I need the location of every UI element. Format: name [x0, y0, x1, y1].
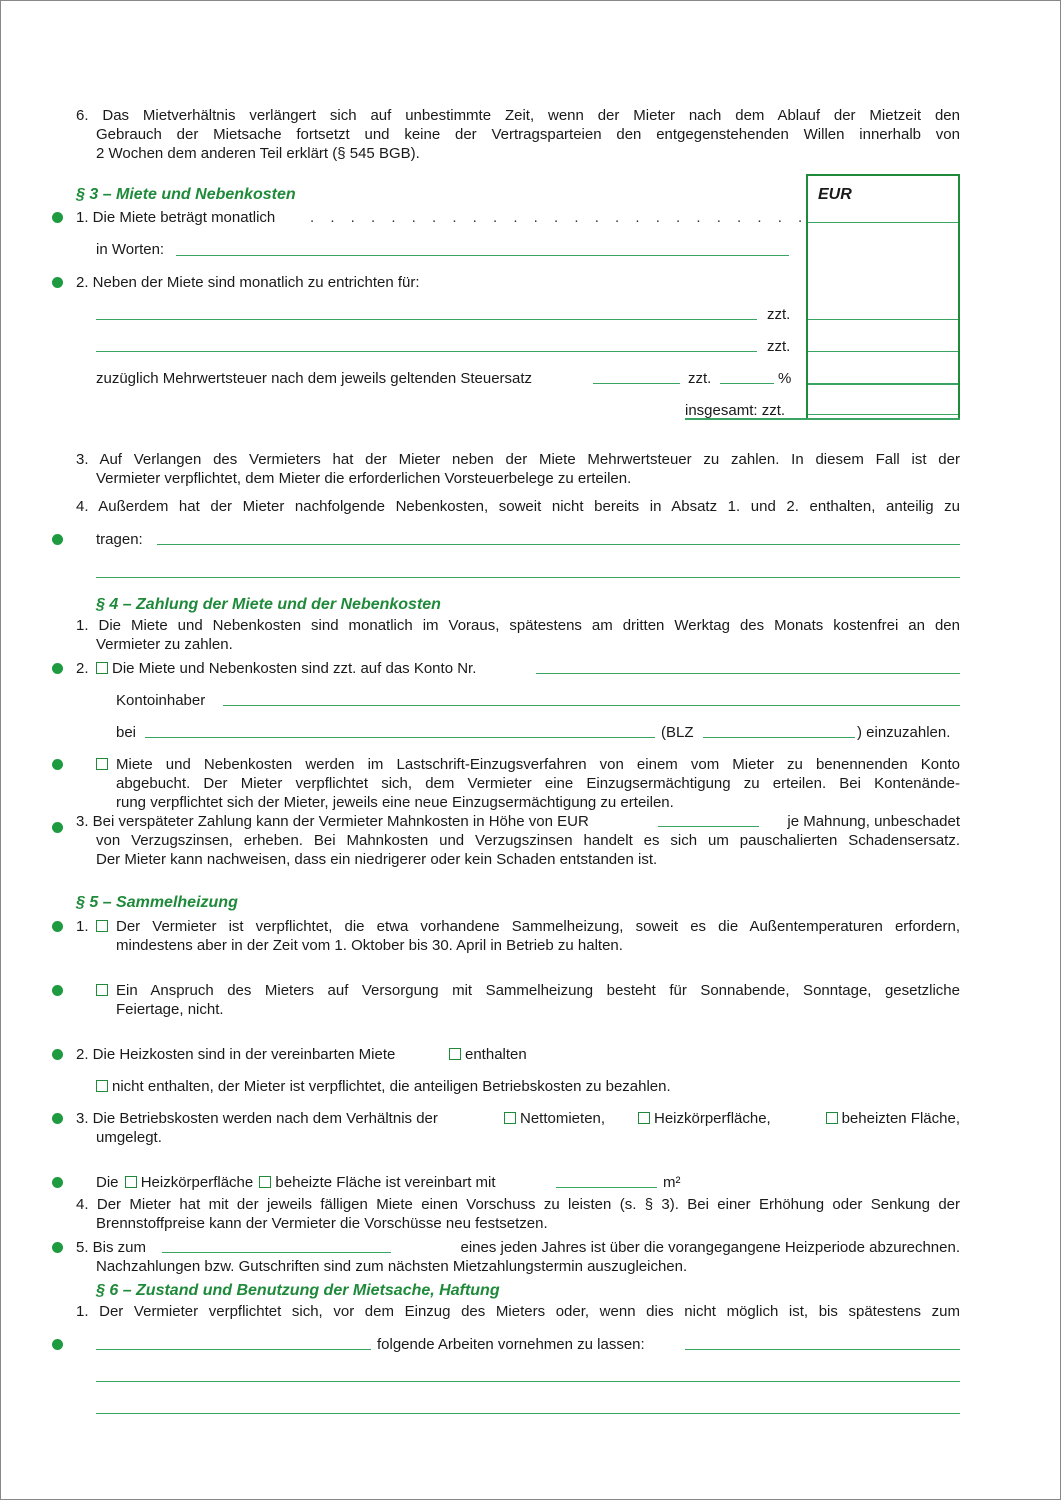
bullet-marker [52, 1339, 63, 1350]
s4-p2-option-account [96, 659, 476, 678]
zzt-label2: zzt. [767, 338, 791, 355]
bullet-marker [52, 1177, 63, 1188]
total-underline [685, 418, 960, 420]
box-row-cost1[interactable] [808, 319, 958, 320]
s5-p5-end: eines jeden Jahres ist über die vorangegangene Heizperiode abzurechnen. [460, 1239, 960, 1256]
s5-p1b-line2: Feiertage, nicht. [116, 1001, 224, 1018]
bullet-marker [52, 534, 63, 545]
s4-p1-line2: Vermieter zu zahlen. [96, 636, 233, 653]
heated-area-option [806, 1109, 960, 1128]
bullet-marker [52, 663, 63, 674]
direct-debit-line1: Miete und Nebenkosten werden im Lastschrift-Einzugsverfahren von einem vom Mieter zu benennenden Konto [116, 756, 960, 773]
account-holder-field[interactable] [223, 705, 960, 706]
bank-name-field[interactable] [145, 737, 655, 738]
s4-p2-text: Die Miete und Nebenkosten sind zzt. auf das Konto Nr. [112, 660, 477, 677]
direct-debit-line2: abgebucht. Der Mieter verpflichtet sich, dem Vermieter eine Einzugsermächtigung zu erteilen. Bei Kontenände- [116, 775, 960, 792]
direct-debit-line3: rung verpflichtet sich der Mieter, jeweils eine neue Einzugsermächtigung zu erteilen. [116, 794, 674, 811]
s3-p3-line2: Vermieter verpflichtet, dem Mieter die erforderlichen Vorsteuerbelege zu erteilen. [96, 470, 632, 487]
s5-p1-line2: mindestens aber in der Zeit vom 1. Oktober bis 30. April in Betrieb zu halten. [116, 937, 623, 954]
heating-included-checkbox[interactable] [449, 1048, 461, 1060]
heating-included-label: enthalten [465, 1046, 527, 1063]
area-agreement-line [96, 1173, 496, 1192]
zzt-label1: zzt. [767, 306, 791, 323]
section-3-heading: § 3 – Miete und Nebenkosten [76, 186, 296, 203]
s4-p1-line1: 1. Die Miete und Nebenkosten sind monatlich im Voraus, spätestens am dritten Werktag des Monats kostenfrei an den [76, 617, 960, 634]
s6-p1: 1. Der Vermieter verpflichtet sich, vor dem Einzug des Mieters oder, wenn dies nicht möglich ist, bis spätestens zum [76, 1303, 960, 1320]
radiator-area-option [638, 1109, 771, 1128]
die-label: Die [96, 1174, 119, 1191]
section-4-heading: § 4 – Zahlung der Miete und der Nebenkosten [96, 596, 441, 613]
bullet-marker [52, 1049, 63, 1060]
extra-costs-field1[interactable] [157, 544, 960, 545]
s5-p1-line1: Der Vermieter ist verpflichtet, die etwa vorhandene Sammelheizung, soweit es die Außentemperaturen erfordern, [116, 918, 960, 935]
s5-p5-start: 5. Bis zum [76, 1239, 147, 1256]
works-field3[interactable] [96, 1413, 960, 1414]
s2-p6-line3: 2 Wochen dem anderen Teil erklärt (§ 545 BGB). [96, 145, 420, 162]
net-rent-label: Nettomieten, [520, 1110, 606, 1127]
works-field1[interactable] [685, 1349, 960, 1350]
section-5-heading: § 5 – Sammelheizung [76, 894, 238, 911]
box-row-vat[interactable] [808, 383, 958, 385]
s5-p2: 2. Die Heizkosten sind in der vereinbarten Miete [76, 1046, 396, 1063]
s3-p1: 1. Die Miete beträgt monatlich [76, 209, 276, 226]
area-heated-checkbox[interactable] [259, 1176, 271, 1188]
total-label: insgesamt: zzt. [685, 402, 786, 419]
dot-fill: . . . . . . . . . . . . . . . . . . . . . . . . . [310, 209, 809, 226]
s3-p2: 2. Neben der Miete sind monatlich zu entrichten für: [76, 274, 420, 291]
account-holder-label: Kontoinhaber [116, 692, 206, 709]
vat-label: zuzüglich Mehrwertsteuer nach dem jeweils geltenden Steuersatz [96, 370, 533, 387]
s2-p6-line1: 6. Das Mietverhältnis verlängert sich auf unbestimmte Zeit, wenn der Mieter nach dem Ablauf der Mietzeit den [76, 107, 960, 124]
bullet-marker [52, 277, 63, 288]
zzt-label3: zzt. [688, 370, 712, 387]
heating-not-included-checkbox[interactable] [96, 1080, 108, 1092]
section-6-heading: § 6 – Zustand und Benutzung der Mietsache, Haftung [96, 1282, 500, 1299]
area-radiator-label: Heizkörperfläche [140, 1174, 254, 1191]
s5-p3: 3. Die Betriebskosten werden nach dem Verhältnis der [76, 1110, 438, 1127]
net-rent-checkbox[interactable] [504, 1112, 516, 1124]
works-field2[interactable] [96, 1381, 960, 1382]
currency-label: EUR [818, 186, 852, 203]
s5-p1b-line1: Ein Anspruch des Mieters auf Versorgung mit Sammelheizung besteht für Sonnabende, Sonntage, gesetzliche [116, 982, 960, 999]
heated-area-label: beheizten Fläche, [841, 1110, 960, 1127]
account-number-field[interactable] [536, 673, 960, 674]
heating-exclusion-checkbox-wrap [96, 981, 112, 1000]
s5-p3-allocated: umgelegt. [96, 1129, 162, 1146]
s4-p3-start: 3. Bei verspäteter Zahlung kann der Vermieter Mahnkosten in Höhe von EUR [76, 813, 589, 830]
s4-p2-number: 2. [76, 660, 89, 677]
in-words-field[interactable] [176, 255, 789, 256]
blz-field[interactable] [703, 737, 855, 738]
bullet-marker [52, 212, 63, 223]
account-transfer-checkbox[interactable] [96, 662, 108, 674]
heating-not-included-option [96, 1077, 671, 1096]
s4-p3-line2: von Verzugszinsen, erheben. Bei Mahnkosten und Verzugszinsen handelt es sich um pauschalierten Schadensersatz. [96, 832, 960, 849]
net-rent-option [504, 1109, 605, 1128]
area-unit: m² [663, 1174, 681, 1191]
vat-rate-field[interactable] [593, 383, 680, 384]
heated-area-checkbox[interactable] [826, 1112, 838, 1124]
bullet-marker [52, 759, 63, 770]
deadline-date-field[interactable] [96, 1349, 371, 1350]
direct-debit-checkbox-wrap [96, 755, 112, 774]
bullet-marker [52, 1242, 63, 1253]
heating-duty-checkbox-wrap [96, 917, 112, 936]
extra-costs-field2[interactable] [96, 577, 960, 578]
s5-p1-number: 1. [76, 918, 89, 935]
s5-p5-line2: Nachzahlungen bzw. Gutschriften sind zum nächsten Mietzahlungstermin auszugleichen. [96, 1258, 688, 1275]
heating-duty-checkbox[interactable] [96, 920, 108, 932]
s3-p4-tragen: tragen: [96, 531, 143, 548]
s4-p3-line3: Der Mieter kann nachweisen, dass ein niedrigerer oder kein Schaden entstanden ist. [96, 851, 658, 868]
in-words-label: in Worten: [96, 241, 165, 258]
cost-item1-field[interactable] [96, 319, 757, 320]
s3-p4: 4. Außerdem hat der Mieter nachfolgende Nebenkosten, soweit nicht bereits in Absatz 1. und 2. enthalten, anteilig zu [76, 498, 960, 515]
vat-percent-field[interactable] [720, 383, 774, 384]
blz-label: (BLZ [661, 724, 694, 741]
box-row-total[interactable] [808, 414, 958, 415]
direct-debit-checkbox[interactable] [96, 758, 108, 770]
bullet-marker [52, 1113, 63, 1124]
radiator-area-checkbox[interactable] [638, 1112, 650, 1124]
radiator-area-label: Heizkörperfläche, [654, 1110, 771, 1127]
box-row-rent[interactable] [808, 222, 958, 223]
pay-in-label: ) einzuzahlen. [857, 724, 951, 741]
bullet-marker [52, 822, 63, 833]
s5-p4-line1: 4. Der Mieter hat mit der jeweils fälligen Miete einen Vorschuss zu leisten (s. § 3). Bei einer Erhöhung oder Senkung der [76, 1196, 960, 1213]
bullet-marker [52, 921, 63, 932]
s4-p3-end: je Mahnung, unbeschadet [787, 813, 960, 830]
heating-not-included-label: nicht enthalten, der Mieter ist verpflichtet, die anteiligen Betriebskosten zu bezahlen. [112, 1078, 671, 1095]
reminder-fee-field[interactable] [658, 826, 759, 827]
heating-included-option [449, 1045, 527, 1064]
heating-exclusion-checkbox[interactable] [96, 984, 108, 996]
percent-sign: % [778, 370, 792, 387]
agreed-area-field[interactable] [556, 1187, 657, 1188]
s2-p6-line2: Gebrauch der Mietsache fortsetzt und keine der Vertragsparteien den entgegenstehenden Willen innerhalb von [96, 126, 960, 143]
s5-p4-line2: Brennstoffpreise kann der Vermieter die Vorschüsse neu festsetzen. [96, 1215, 548, 1232]
s3-p3-line1: 3. Auf Verlangen des Vermieters hat der Mieter neben der Miete Mehrwertsteuer zu zahlen. In diesem Fall ist der [76, 451, 960, 468]
cost-item2-field[interactable] [96, 351, 757, 352]
area-heated-label: beheizte Fläche ist vereinbart mit [275, 1174, 496, 1191]
bullet-marker [52, 985, 63, 996]
area-radiator-checkbox[interactable] [125, 1176, 137, 1188]
bank-label: bei [116, 724, 137, 741]
billing-date-field[interactable] [162, 1252, 391, 1253]
works-label: folgende Arbeiten vornehmen zu lassen: [377, 1336, 645, 1353]
box-row-cost2[interactable] [808, 351, 958, 352]
